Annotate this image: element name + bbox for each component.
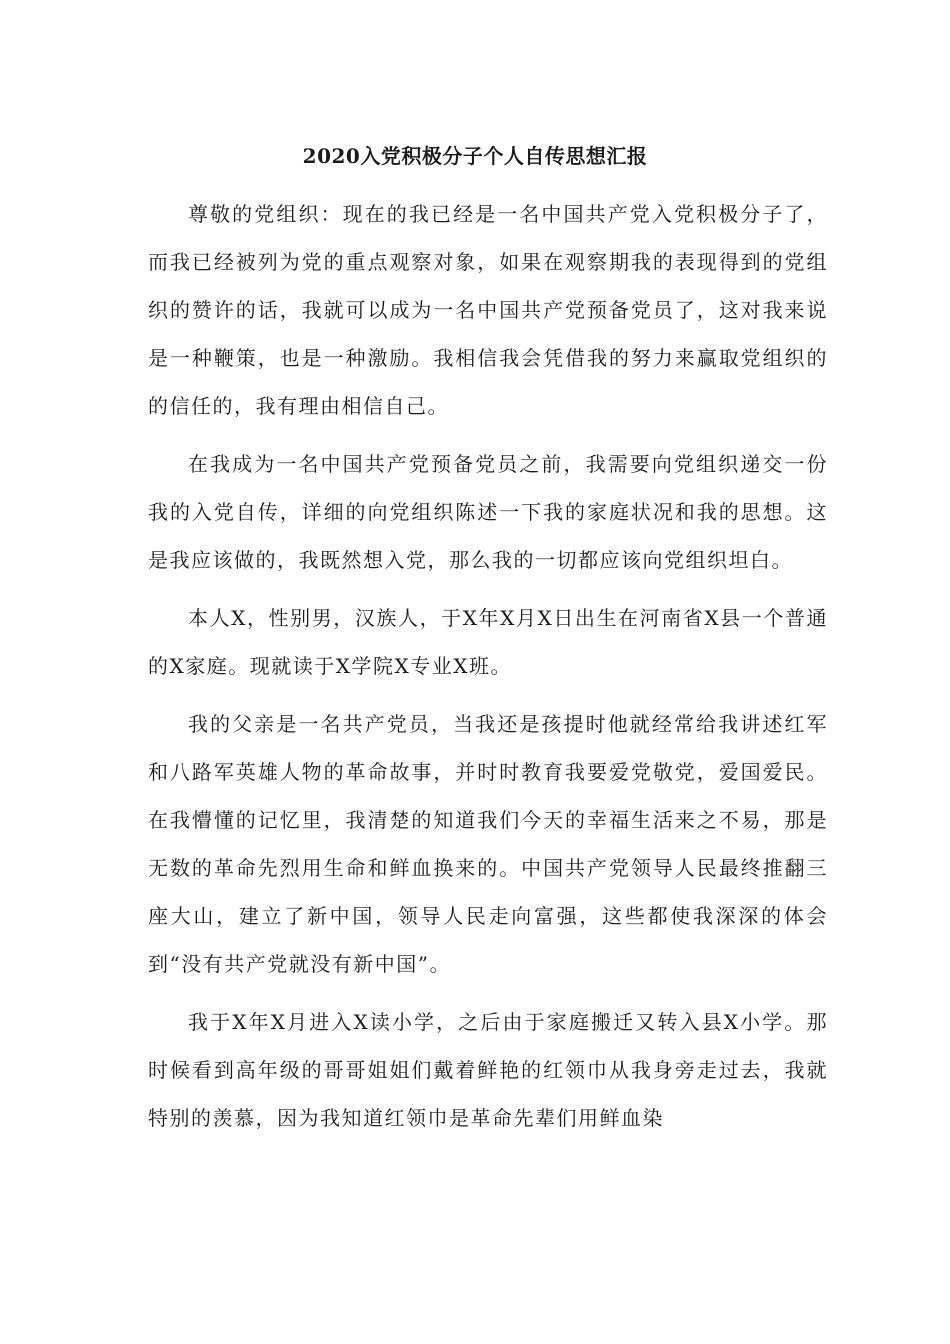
document-title: 2020入党积极分子个人自传思想汇报 bbox=[302, 144, 648, 168]
paragraph-personal-info: 本人X，性别男，汉族人，于X年X月X日出生在河南省X县一个普通的X家庭。现就读于X学院X专业X班。 bbox=[148, 606, 828, 678]
paragraph-primary-school: 我于X年X月进入X读小学，之后由于家庭搬迁又转入县X小学。那时候看到高年级的哥哥姐姐们戴着鲜艳的红领巾从我身旁走过去，我就特别的羡慕，因为我知道红领巾是革命先辈们用鲜血染 bbox=[148, 1010, 828, 1130]
paragraph-salutation: 尊敬的党组织：现在的我已经是一名中国共产党入党积极分子了，而我已经被列为党的重点观察对象，如果在观察期我的表现得到的党组织的赞许的话，我就可以成为一名中国共产党预备党员了，这对我来说是一种鞭策，也是一种激励。我相信我会凭借我的努力来赢取党组织的的信任的，我有理由相信自己。 bbox=[148, 202, 828, 418]
paragraph-father: 我的父亲是一名共产党员，当我还是孩提时他就经常给我讲述红军和八路军英雄人物的革命故事，并时时教育我要爱党敬党，爱国爱民。在我懵懂的记忆里，我清楚的知道我们今天的幸福生活来之不易，那是无数的革命先烈用生命和鲜血换来的。中国共产党领导人民最终推翻三座大山，建立了新中国，领导人民走向富强，这些都使我深深的体会到“没有共产党就没有新中国”。 bbox=[148, 712, 828, 976]
document-body bbox=[148, 190, 828, 1152]
paragraph-autobiography-intent: 在我成为一名中国共产党预备党员之前，我需要向党组织递交一份我的入党自传，详细的向党组织陈述一下我的家庭状况和我的思想。这是我应该做的，我既然想入党，那么我的一切都应该向党组织坦白。 bbox=[148, 452, 828, 572]
